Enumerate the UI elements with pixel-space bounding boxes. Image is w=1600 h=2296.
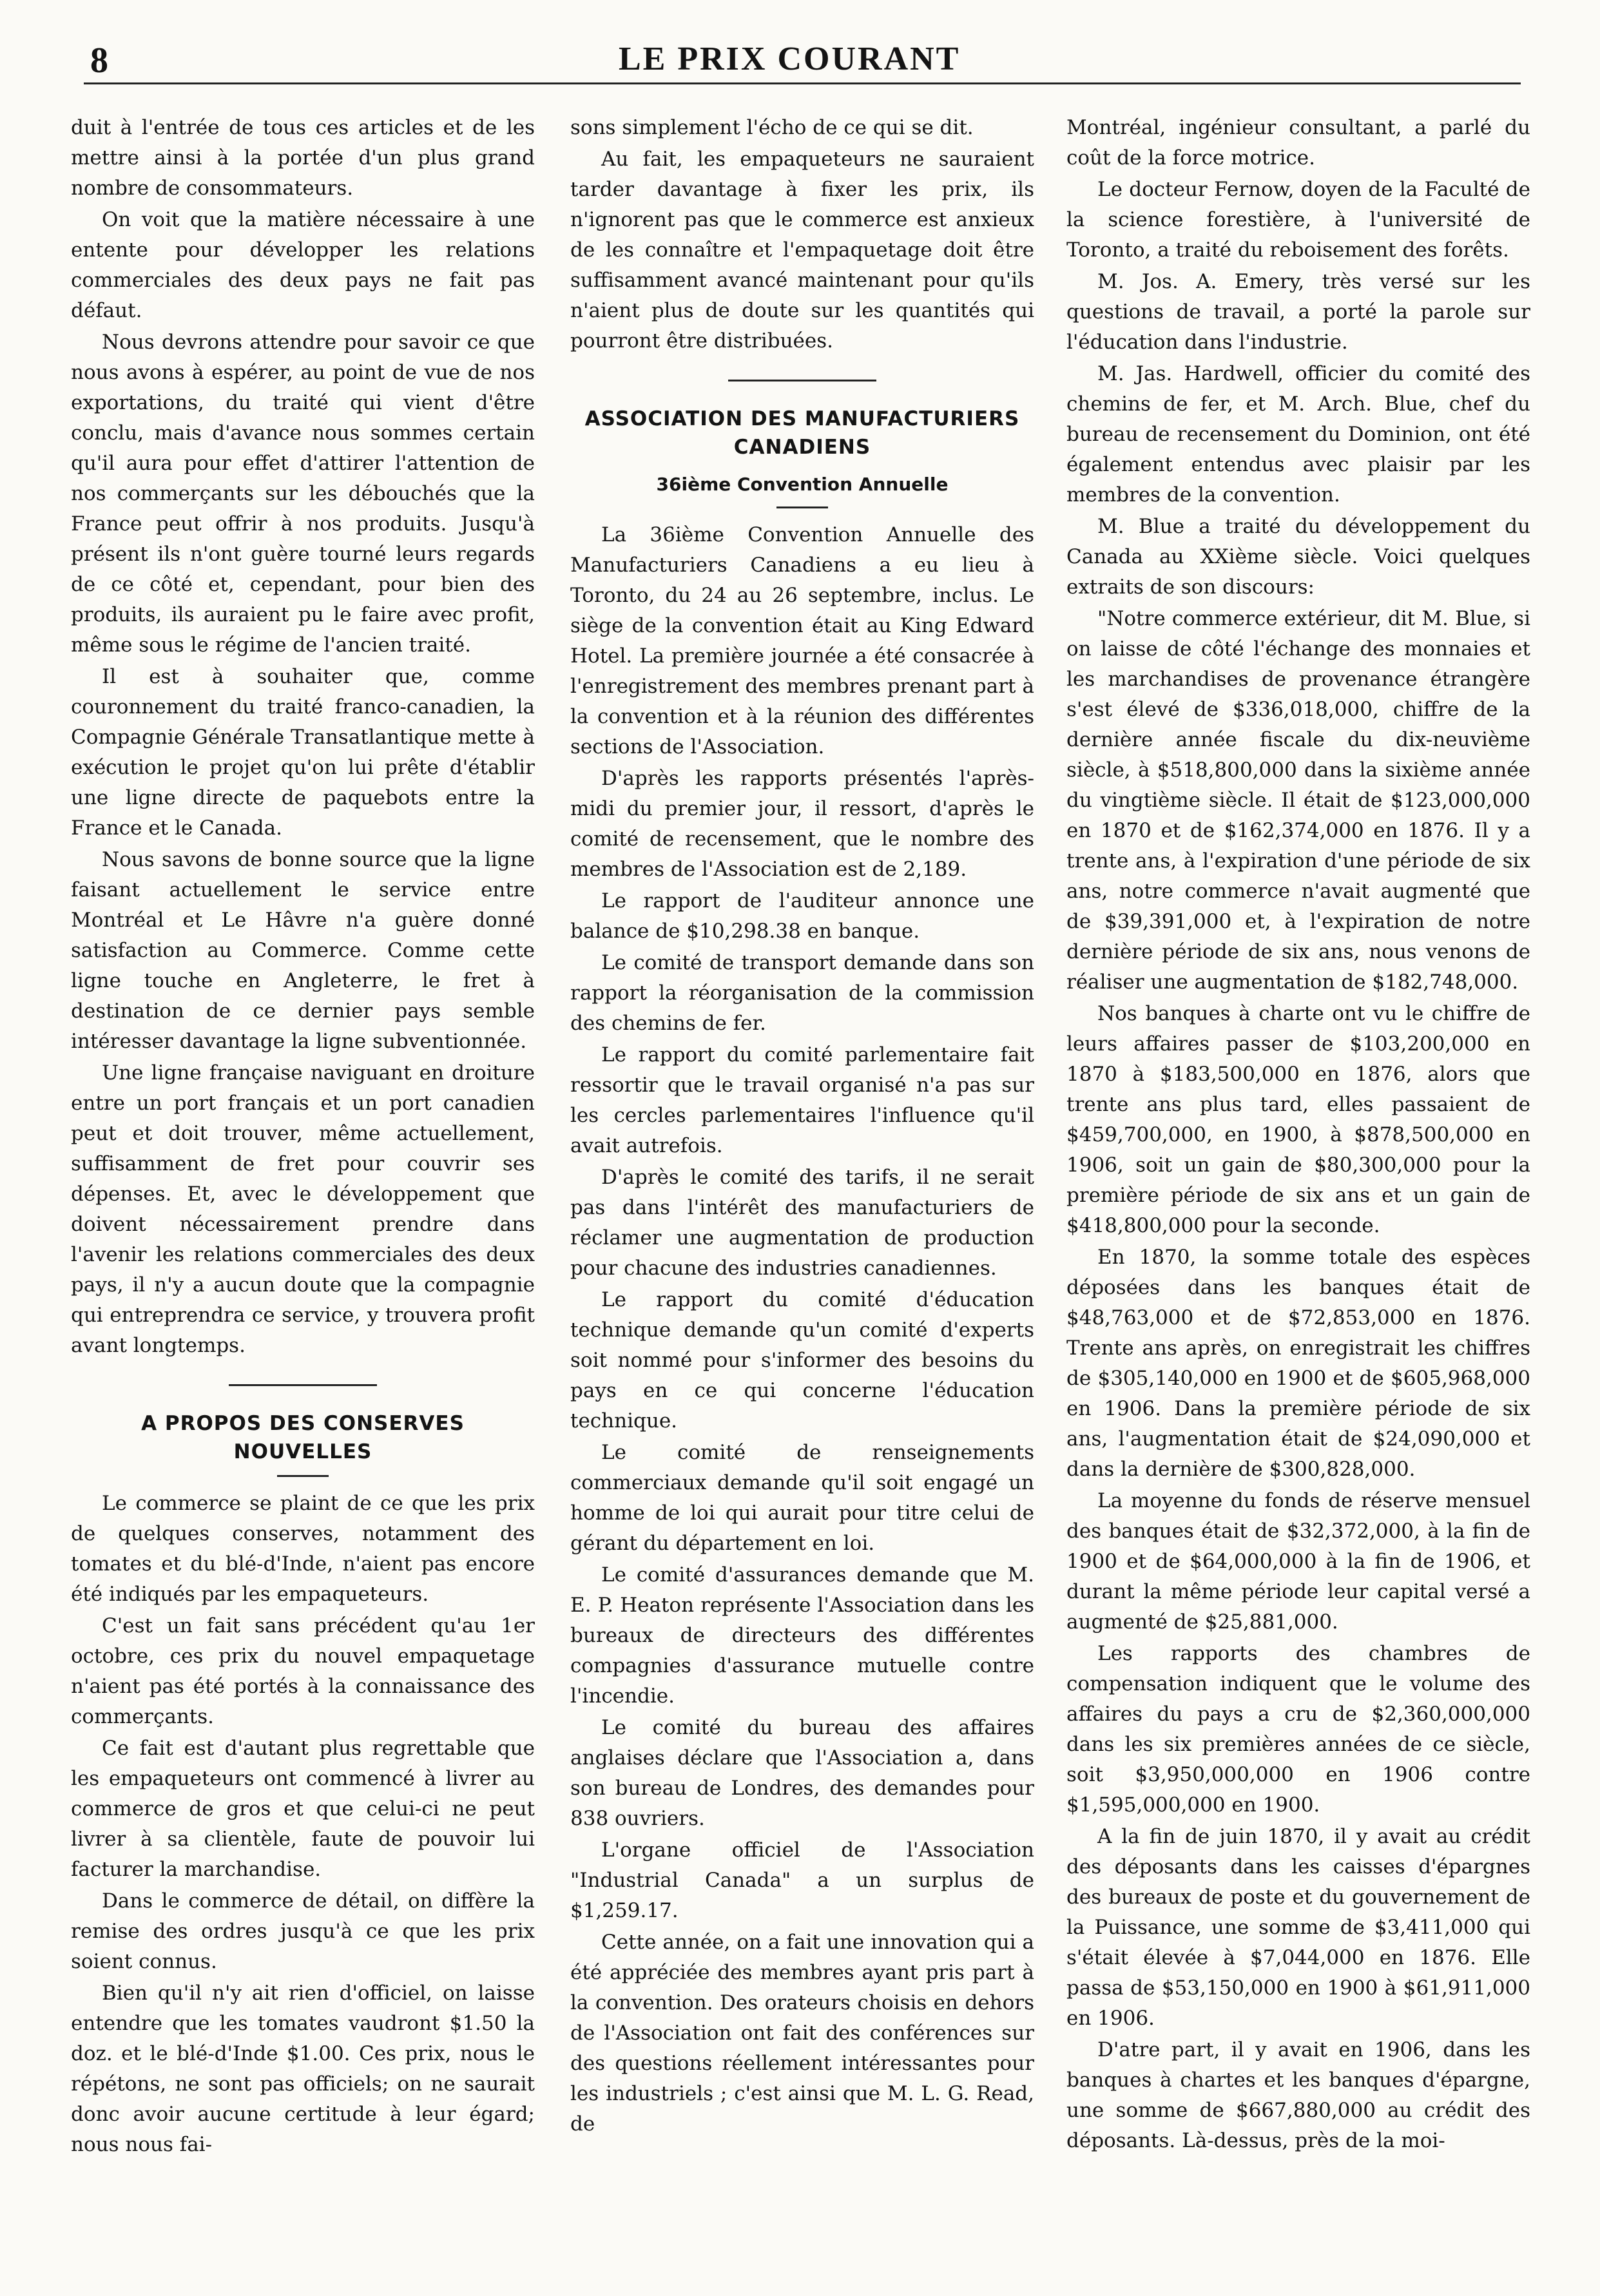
paragraph: Le rapport de l'auditeur annonce une balance de $10,298.38 en banque. (570, 889, 1034, 943)
paragraph: C'est un fait sans précédent qu'au 1er octobre, ces prix du nouvel empaquetage n'aient pas été portés à la connaissance des commerçants. (71, 1614, 535, 1728)
page-header (0, 0, 1600, 90)
running-title: LE PRIX COURANT (619, 41, 961, 77)
paragraph: sons simplement l'écho de ce qui se dit. (570, 116, 974, 139)
paragraph: M. Blue a traité du développement du Canada au XXième siècle. Voici quelques extraits de son discours: (1066, 515, 1530, 599)
page-number: 8 (90, 41, 108, 81)
section-divider (728, 380, 876, 381)
paragraph: Le comité de transport demande dans son rapport la réorganisation de la commission des chemins de fer. (570, 951, 1034, 1035)
paragraph: Une ligne française naviguant en droiture entre un port français et un port canadien peut et doit trouver, même actuellement, suffisamment de fret pour couvrir ses dépenses. Et, avec le développement que doivent nécessairement prendre dans l'avenir les relations commerciales des deux pays, il n'y a aucun doute que la compagnie qui entreprendra ce service, y trouvera profit avant longtemps. (71, 1061, 535, 1357)
paragraph: Les rapports des chambres de compensation indiquent que le volume des affaires du pays a cru de $2,360,000,000 dans les six premières années de ce siècle, soit $3,950,000,000 en 1906 contre $1,595,000,000 en 1900. (1066, 1642, 1530, 1817)
paragraph: Montréal, ingénieur consultant, a parlé du coût de la force motrice. (1066, 116, 1530, 169)
paragraph: "Notre commerce extérieur, dit M. Blue, si on laisse de côté l'échange des monnaies et les marchandises de provenance étrangère s'est élevé de $336,018,000, chiffre de la dernière année fiscale du dix-neuvième siècle, à $518,800,000 dans la sixième année du vingtième siècle. Il était de $123,000,000 en 1870 et de $162,374,000 en 1876. Il y a trente ans, à l'expiration d'une période de six ans, notre commerce n'avait augmenté que de $39,391,000 et, à l'expiration de notre dernière période de six ans, nous venons de réaliser une augmentation de $182,748,000. (1066, 607, 1530, 994)
heading-divider (776, 506, 828, 508)
paragraph: Le comité du bureau des affaires anglaises déclare que l'Association a, dans son bureau de Londres, des demandes pour 838 ouvriers. (570, 1716, 1034, 1830)
paragraph: Nos banques à charte ont vu le chiffre de leurs affaires passer de $103,200,000 en 1870 à $183,500,000 en 1876, alors que trente ans plus tard, elles passaient de $459,700,000, en 1900, à $878,500,000 en 1906, soit un gain de $80,300,000 pour la première période de six ans et un gain de $418,800,000 pour la seconde. (1066, 1002, 1530, 1237)
paragraph: D'atre part, il y avait en 1906, dans les banques à chartes et les banques d'épargne, une somme de $667,880,000 au crédit des déposants. Là-dessus, près de la moi- (1066, 2038, 1530, 2152)
paragraph: La moyenne du fonds de réserve mensuel des banques était de $32,372,000, à la fin de 1900 et de $64,000,000 à la fin de 1906, et durant la même période leur capital versé a augmenté de $25,881,000. (1066, 1489, 1530, 1634)
paragraph: La 36ième Convention Annuelle des Manufacturiers Canadiens a eu lieu à Toronto, du 24 au 26 septembre, inclus. Le siège de la convention était au King Edward Hotel. La première journée a été consacrée à l'enregistrement des membres prenant part à la convention et à la réunion des différentes sections de l'Association. (570, 523, 1034, 758)
paragraph: On voit que la matière nécessaire à une entente pour développer les relations commerciales des deux pays ne fait pas défaut. (71, 208, 535, 322)
paragraph: Nous devrons attendre pour savoir ce que nous avons à espérer, au point de vue de nos exportations, du traité qui vient d'être conclu, mais d'avance nous sommes certain qu'il aura pour effet d'attirer l'attention de nos commerçants sur les débouchés que la France peut offrir à nos produits. Jusqu'à présent ils n'ont guère tourné leurs regards de ce côté et, cependant, pour bien des produits, ils auraient pu le faire avec profit, même sous le régime de l'ancien traité. (71, 331, 535, 657)
column-2 (570, 113, 1034, 2139)
paragraph: Au fait, les empaqueteurs ne sauraient tarder davantage à fixer les prix, ils n'ignorent pas que le commerce est anxieux de les connaître et l'empaquetage doit être suffisamment avancé maintenant pour qu'ils n'aient plus de doute sur les quantités qui pourront être distribuées. (570, 148, 1034, 352)
paragraph: Dans le commerce de détail, on diffère la remise des ordres jusqu'à ce que les prix soient connus. (71, 1889, 535, 1973)
paragraph: Le comité d'assurances demande que M. E. P. Heaton représente l'Association dans les bureaux de directeurs des différentes compagnies d'assurance mutuelle contre l'incendie. (570, 1563, 1034, 1708)
sub-heading-convention: 36ième Convention Annuelle (656, 474, 949, 495)
paragraph: D'après le comité des tarifs, il ne serait pas dans l'intérêt des manufacturiers de réclamer une augmentation de production pour chacune des industries canadiennes. (570, 1166, 1034, 1280)
column-1 (71, 113, 535, 2160)
heading-divider (277, 1475, 329, 1477)
paragraph: L'organe officiel de l'Association "Industrial Canada" a un surplus de $1,259.17. (570, 1838, 1034, 1922)
paragraph: Le rapport du comité d'éducation technique demande qu'un comité d'experts soit nommé pour s'informer des besoins du pays en ce qui concerne l'éducation technique. (570, 1288, 1034, 1433)
paragraph: M. Jos. A. Emery, très versé sur les questions de travail, a porté la parole sur l'éducation dans l'industrie. (1066, 270, 1530, 354)
paragraph: Il est à souhaiter que, comme couronnement du traité franco-canadien, la Compagnie Générale Transatlantique mette à exécution le projet qu'on lui prête d'établir une ligne directe de paquebots entre la France et le Canada. (71, 665, 535, 840)
paragraph: M. Jas. Hardwell, officier du comité des chemins de fer, et M. Arch. Blue, chef du bureau de recensement du Dominion, ont été également entendus avec plaisir par les membres de la convention. (1066, 362, 1530, 506)
paragraph: Ce fait est d'autant plus regrettable que les empaqueteurs ont commencé à livrer au commerce de gros et que celui-ci ne peut livrer à sa clientèle, faute de pouvoir lui facturer la marchandise. (71, 1737, 535, 1881)
paragraph: duit à l'entrée de tous ces articles et de les mettre ainsi à la portée d'un plus grand nombre de consommateurs. (71, 116, 535, 200)
paragraph: Bien qu'il n'y ait rien d'officiel, on laisse entendre que les tomates vaudront $1.50 la doz. et le blé-d'Inde $1.00. Ces prix, nous le répétons, ne sont pas officiels; on ne saurait donc avoir aucune certitude à leur égard; nous nous fai- (71, 1982, 535, 2156)
paragraph: En 1870, la somme totale des espèces déposées dans les banques était de $48,763,000 et de $72,853,000 en 1876. Trente ans après, on enregistrait les chiffres de $305,140,000 en 1900 et de $605,968,000 en 1906. Dans la première période de six ans, l'augmentation était de $24,090,000 et dans la dernière de $300,828,000. (1066, 1246, 1530, 1481)
header-rule (84, 82, 1521, 84)
paragraph: A la fin de juin 1870, il y avait au crédit des déposants dans les caisses d'épargnes des bureaux de poste et du gouvernement de la Puissance, une somme de $3,411,000 qui s'était élevée à $7,044,000 en 1876. Elle passa de $53,150,000 en 1900 à $61,911,000 en 1906. (1066, 1825, 1530, 2030)
column-3 (1066, 113, 1530, 2156)
paragraph: Le docteur Fernow, doyen de la Faculté de la science forestière, à l'université de Toronto, a traité du reboisement des forêts. (1066, 178, 1530, 262)
paragraph: Le rapport du comité parlementaire fait ressortir que le travail organisé n'a pas sur les cercles parlementaires l'influence qu'il avait autrefois. (570, 1043, 1034, 1157)
paragraph: Le commerce se plaint de ce que les prix de quelques conserves, notamment des tomates et du blé-d'Inde, n'aient pas encore été indiqués par les empaqueteurs. (71, 1492, 535, 1606)
section-divider (229, 1384, 377, 1386)
paragraph: D'après les rapports présentés l'après-midi du premier jour, il ressort, d'après le comité de recensement, que le nombre des membres de l'Association est de 2,189. (570, 767, 1034, 881)
paragraph: Le comité de renseignements commerciaux demande qu'il soit engagé un homme de loi qui aurait pour titre celui de gérant du département en loi. (570, 1441, 1034, 1555)
section-heading-association: ASSOCIATION DES MANUFACTURIERS CANADIENS (584, 407, 1020, 459)
paragraph: Cette année, on a fait une innovation qui a été appréciée des membres ayant pris part à la convention. Des orateurs choisis en dehors de l'Association ont fait des conférences sur des questions réellement intéressantes pour les industriels ; c'est ainsi que M. L. G. Read, de (570, 1931, 1034, 2136)
paragraph: Nous savons de bonne source que la ligne faisant actuellement le service entre Montréal et Le Hâvre n'a guère donné satisfaction au Commerce. Comme cette ligne touche en Angleterre, le fret à destination de ce dernier pays semble intéresser davantage la ligne subventionnée. (71, 848, 535, 1053)
section-heading-conserves: A PROPOS DES CONSERVES NOUVELLES (141, 1412, 465, 1463)
